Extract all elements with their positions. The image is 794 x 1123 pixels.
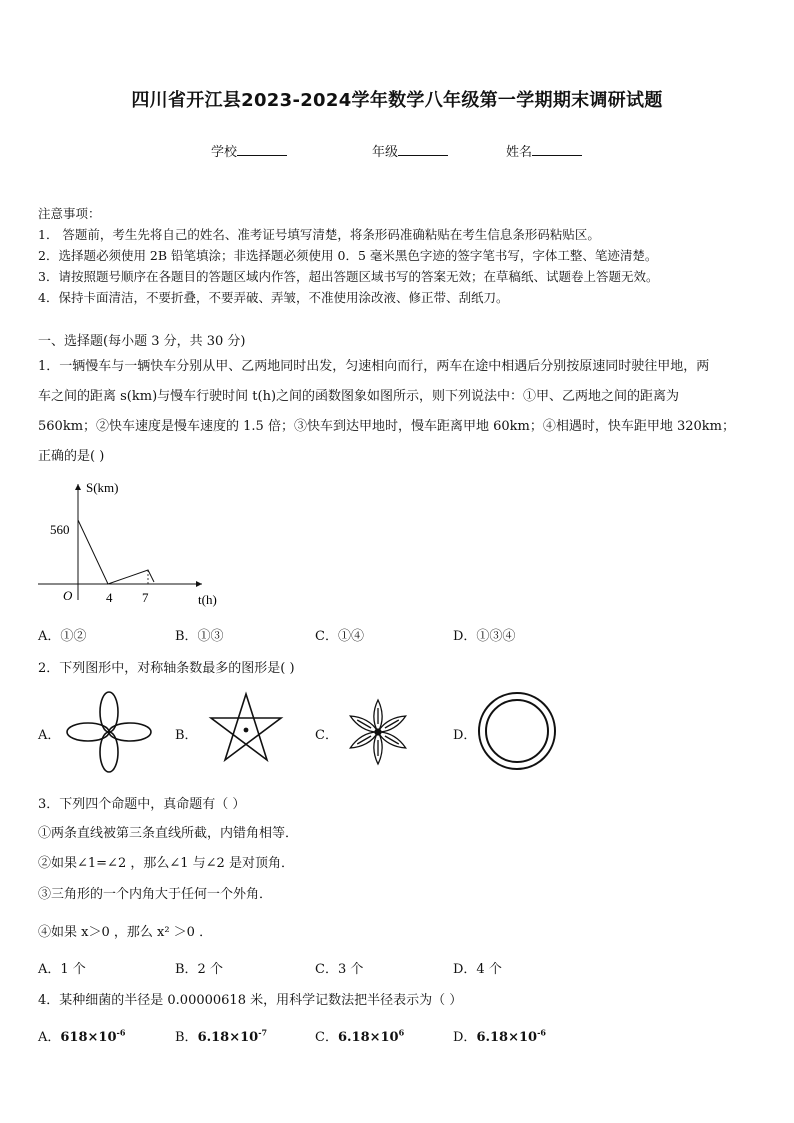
q1-option-c[interactable]: C．①④: [315, 629, 364, 644]
q2-option-b[interactable]: B．: [175, 728, 198, 743]
q3-statement: ④如果 x＞0 ，那么 x² ＞0 ．: [38, 925, 213, 940]
distance-curve: [78, 520, 154, 584]
q2-option-c[interactable]: C．: [315, 728, 338, 743]
six-petal-flower-figure: [342, 696, 414, 768]
q3-option-d[interactable]: D．4 个: [453, 962, 502, 977]
grade-blank[interactable]: [398, 142, 448, 156]
q1-stem-line: 车之间的距离 s(km)与慢车行驶时间 t(h)之间的函数图象如图所示，则下列说法中：①甲、乙两地之间的距离为: [38, 389, 680, 404]
notice-item: 2．选择题必须使用 2B 铅笔填涂；非选择题必须使用 0．5 毫米黑色字迹的签字笔书写，字体工整、笔迹清楚。: [38, 248, 658, 263]
q1-stem-line: 560km；②快车速度是慢车速度的 1.5 倍；③快车到达甲地时，慢车距离甲地 60km；④相遇时，快车距甲地 320km；: [38, 419, 735, 434]
grade-label: 年级: [372, 145, 399, 160]
q1-option-b[interactable]: B．①③: [175, 629, 224, 644]
option-exponent: -6: [537, 1027, 546, 1038]
option-letter: A．: [38, 1030, 61, 1045]
q3-stem: 3．下列四个命题中，真命题有（ ）: [38, 797, 246, 812]
q2-option-a[interactable]: A．: [38, 728, 61, 743]
school-field[interactable]: [211, 141, 287, 160]
five-point-star-figure: [206, 690, 286, 770]
grade-field[interactable]: [372, 141, 448, 160]
school-blank[interactable]: [237, 142, 287, 156]
q3-statement: ②如果∠1=∠2 ，那么∠1 与∠2 是对顶角．: [38, 856, 294, 871]
option-exponent: -6: [116, 1027, 126, 1038]
option-mantissa: 618×10: [60, 1030, 117, 1045]
q2-stem: 2．下列图形中，对称轴条数最多的图形是( ): [38, 661, 295, 676]
q3-option-c[interactable]: C．3 个: [315, 962, 364, 977]
option-mantissa: 6.18×10: [476, 1030, 538, 1045]
notice-item: 3．请按照题号顺序在各题目的答题区域内作答，超出答题区域书写的答案无效；在草稿纸、试题卷上答题无效。: [38, 269, 659, 284]
option-exponent: 6: [398, 1027, 405, 1038]
name-field[interactable]: [506, 141, 582, 160]
q4-option-c[interactable]: [315, 1026, 404, 1045]
x-axis-label: t(h): [198, 592, 217, 607]
q3-option-a[interactable]: A．1 个: [38, 962, 86, 977]
origin-label: O: [63, 588, 73, 603]
name-blank[interactable]: [532, 142, 582, 156]
option-letter: C．: [315, 1030, 338, 1045]
q4-option-a[interactable]: [38, 1026, 125, 1045]
x-tick-label: 4: [106, 590, 113, 605]
four-petal-flower-figure: [66, 690, 152, 774]
q1-option-d[interactable]: D．①③④: [453, 629, 516, 644]
x-tick-label: 7: [142, 590, 149, 605]
option-exponent: -7: [258, 1027, 268, 1038]
q1-option-a[interactable]: A．①②: [38, 629, 87, 644]
option-letter: D．: [453, 1030, 477, 1045]
option-letter: B．: [175, 1030, 198, 1045]
y-axis-label: S(km): [86, 480, 119, 495]
y-tick-label: 560: [50, 522, 70, 537]
school-label: 学校: [211, 145, 238, 160]
q3-statement: ①两条直线被第三条直线所截，内错角相等．: [38, 826, 299, 841]
section-heading: 一、选择题(每小题 3 分，共 30 分): [38, 334, 246, 349]
q4-option-b[interactable]: [175, 1026, 267, 1045]
q2-option-d[interactable]: D．: [453, 728, 477, 743]
q4-stem: 4．某种细菌的半径是 0.00000618 米，用科学记数法把半径表示为（ ）: [38, 993, 463, 1008]
q1-stem-line: 正确的是( ): [38, 449, 105, 464]
notice-item: 4．保持卡面清洁，不要折叠，不要弄破、弄皱，不准使用涂改液、修正带、刮纸刀。: [38, 290, 509, 305]
q1-stem-line: 1．一辆慢车与一辆快车分别从甲、乙两地同时出发，匀速相向而行，两车在途中相遇后分别按原速同时驶往甲地，两: [38, 359, 710, 374]
q3-option-b[interactable]: B．2 个: [175, 962, 223, 977]
page-title: 四川省开江县2023-2024学年数学八年级第一学期期末调研试题: [131, 90, 663, 111]
option-mantissa: 6.18×10: [337, 1030, 399, 1045]
q4-option-d[interactable]: [453, 1026, 546, 1045]
q1-graph: [36, 476, 226, 612]
q3-statement: ③三角形的一个内角大于任何一个外角．: [38, 887, 273, 902]
ring-figure: [476, 690, 558, 772]
notice-item: 1． 答题前，考生先将自己的姓名、准考证号填写清楚，将条形码准确粘贴在考生信息条形码粘贴区。: [38, 227, 600, 242]
notice-heading: 注意事项：: [38, 206, 101, 221]
option-mantissa: 6.18×10: [197, 1030, 259, 1045]
name-label: 姓名: [506, 145, 533, 160]
